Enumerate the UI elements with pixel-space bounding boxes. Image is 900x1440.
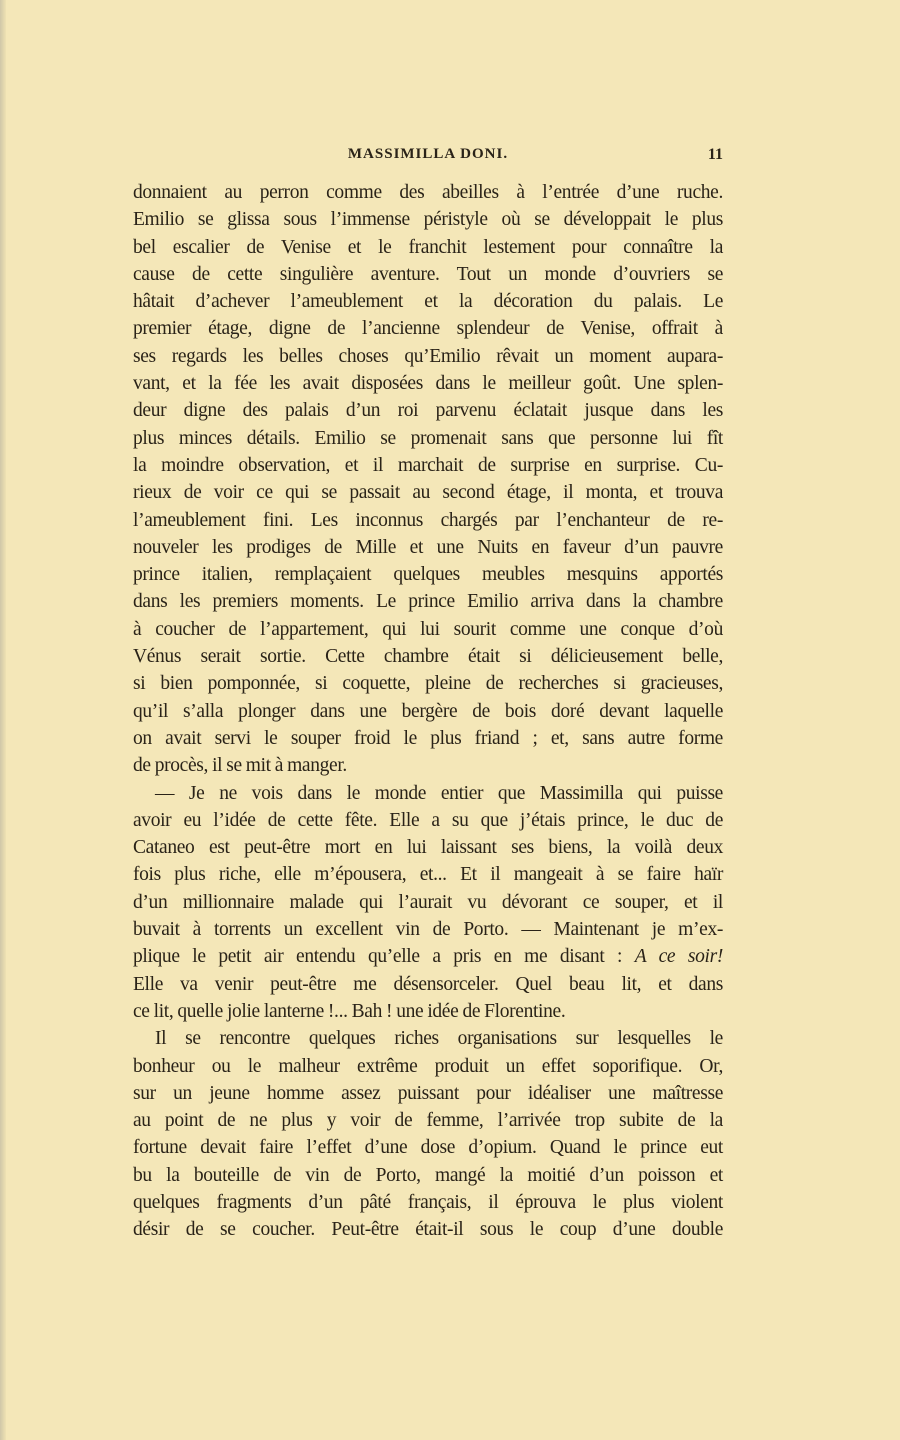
text-line [133,1162,723,1189]
line-text: Vénus serait sortie. Cette chambre était si délicieusement belle, [133,646,723,668]
line-text: deur digne des palais d’un roi parvenu éclatait jusque dans les [133,400,723,422]
text-line [133,1025,723,1052]
line-text: sur un jeune homme assez puissant pour idéaliser une maîtresse [133,1082,723,1104]
text-line [133,834,723,861]
line-text: hâtait d’achever l’ameublement et la décoration du palais. Le [133,291,723,313]
text-line [133,288,723,315]
text-line [133,315,723,342]
line-text: à coucher de l’appartement, qui lui sourit comme une conque d’où [133,618,723,640]
line-text: dans les premiers moments. Le prince Emilio arriva dans la chambre [133,591,723,613]
text-line [133,1134,723,1161]
line-text: fois plus riche, elle m’épousera, et... Et il mangeait à se faire haïr [133,864,723,886]
line-text: vant, et la fée les avait disposées dans le meilleur goût. Une splen- [133,373,723,395]
text-line [133,206,723,233]
line-text: premier étage, digne de l’ancienne splendeur de Venise, offrait à [133,318,723,340]
line-text: de procès, il se mit à manger. [133,755,347,777]
line-text: au point de ne plus y voir de femme, l’arrivée trop subite de la [133,1110,723,1132]
line-text: nouveler les prodiges de Mille et une Nuits en faveur d’un pauvre [133,536,723,558]
text-line [133,261,723,288]
text-line [133,370,723,397]
line-text: Cataneo est peut-être mort en lui laissant ses biens, la voilà deux [133,837,723,859]
line-text: donnaient au perron comme des abeilles à l’entrée d’une ruche. [133,182,723,203]
text-line [133,916,723,943]
text-line [133,670,723,697]
text-line [133,643,723,670]
line-text: buvait à torrents un excellent vin de Porto. — Maintenant je m’ex- [133,919,723,941]
page-header [133,146,723,168]
line-text: fortune devait faire l’effet d’une dose d’opium. Quand le prince eut [133,1137,723,1159]
line-text: — Je ne vois dans le monde entier que Massimilla qui puisse [155,782,723,804]
line-text: on avait servi le souper froid le plus friand ; et, sans autre forme [133,727,723,749]
line-text: Emilio se glissa sous l’immense péristyle où se développait le plus [133,209,723,231]
line-text: bonheur ou le malheur extrême produit un effet soporifique. Or, [133,1055,723,1077]
line-text: bu la bouteille de vin de Porto, mangé la moitié d’un poisson et [133,1164,723,1186]
text-line [133,1189,723,1216]
page-number: 11 [707,146,723,163]
text-line [133,234,723,261]
text-line [133,616,723,643]
line-text: bel escalier de Venise et le franchit lestement pour connaître la [133,236,723,258]
text-line [133,343,723,370]
line-text: plique le petit air entendu qu’elle a pris en me disant : [133,946,635,968]
text-line [133,752,723,779]
text-line [133,698,723,725]
line-text: plus minces détails. Emilio se promenait sans que personne lui fît [133,427,723,449]
italic-text: A ce soir! [634,946,723,968]
text-line [133,861,723,888]
text-line [133,425,723,452]
body-text [133,179,723,1244]
line-text: Elle va venir peut-être me désensorceler. Quel beau lit, et dans [133,973,723,995]
text-line [133,561,723,588]
line-text: désir de se coucher. Peut-être était-il sous le coup d’une double [133,1219,723,1241]
text-line [133,889,723,916]
text-line [133,971,723,998]
text-line [133,943,723,970]
line-text: si bien pomponnée, si coquette, pleine de recherches si gracieuses, [133,673,723,695]
line-text: cause de cette singulière aventure. Tout un monde d’ouvriers se [133,263,723,285]
text-line [133,1053,723,1080]
text-line [133,397,723,424]
text-line [133,1107,723,1134]
text-line [133,1080,723,1107]
text-line [133,780,723,807]
line-text: prince italien, remplaçaient quelques meubles mesquins apportés [133,564,723,586]
line-text: d’un millionnaire malade qui l’aurait vu dévorant ce souper, et il [133,891,723,913]
line-text: l’ameublement fini. Les inconnus chargés par l’enchanteur de re- [133,509,723,531]
text-line [133,725,723,752]
text-line [133,998,723,1025]
text-line [133,588,723,615]
text-line [133,1216,723,1243]
text-line [133,507,723,534]
line-text: quelques fragments d’un pâté français, il éprouva le plus violent [133,1191,723,1213]
line-text: Il se rencontre quelques riches organisations sur lesquelles le [155,1028,723,1050]
line-text: la moindre observation, et il marchait de surprise en surprise. Cu- [133,454,723,476]
running-title: MASSIMILLA DONI. [347,146,509,162]
text-line [133,179,723,206]
text-line [133,452,723,479]
text-line [133,807,723,834]
line-text: avoir eu l’idée de cette fête. Elle a su que j’étais prince, le duc de [133,809,723,831]
line-text: ses regards les belles choses qu’Emilio rêvait un moment aupara- [133,345,723,367]
text-line [133,534,723,561]
line-text: ce lit, quelle jolie lanterne !... Bah ! une idée de Florentine. [133,1000,566,1022]
text-line [133,479,723,506]
line-text: qu’il s’alla plonger dans une bergère de bois doré devant laquelle [133,700,723,722]
page-edge [0,0,6,1440]
line-text: rieux de voir ce qui se passait au second étage, il monta, et trouva [133,482,723,504]
